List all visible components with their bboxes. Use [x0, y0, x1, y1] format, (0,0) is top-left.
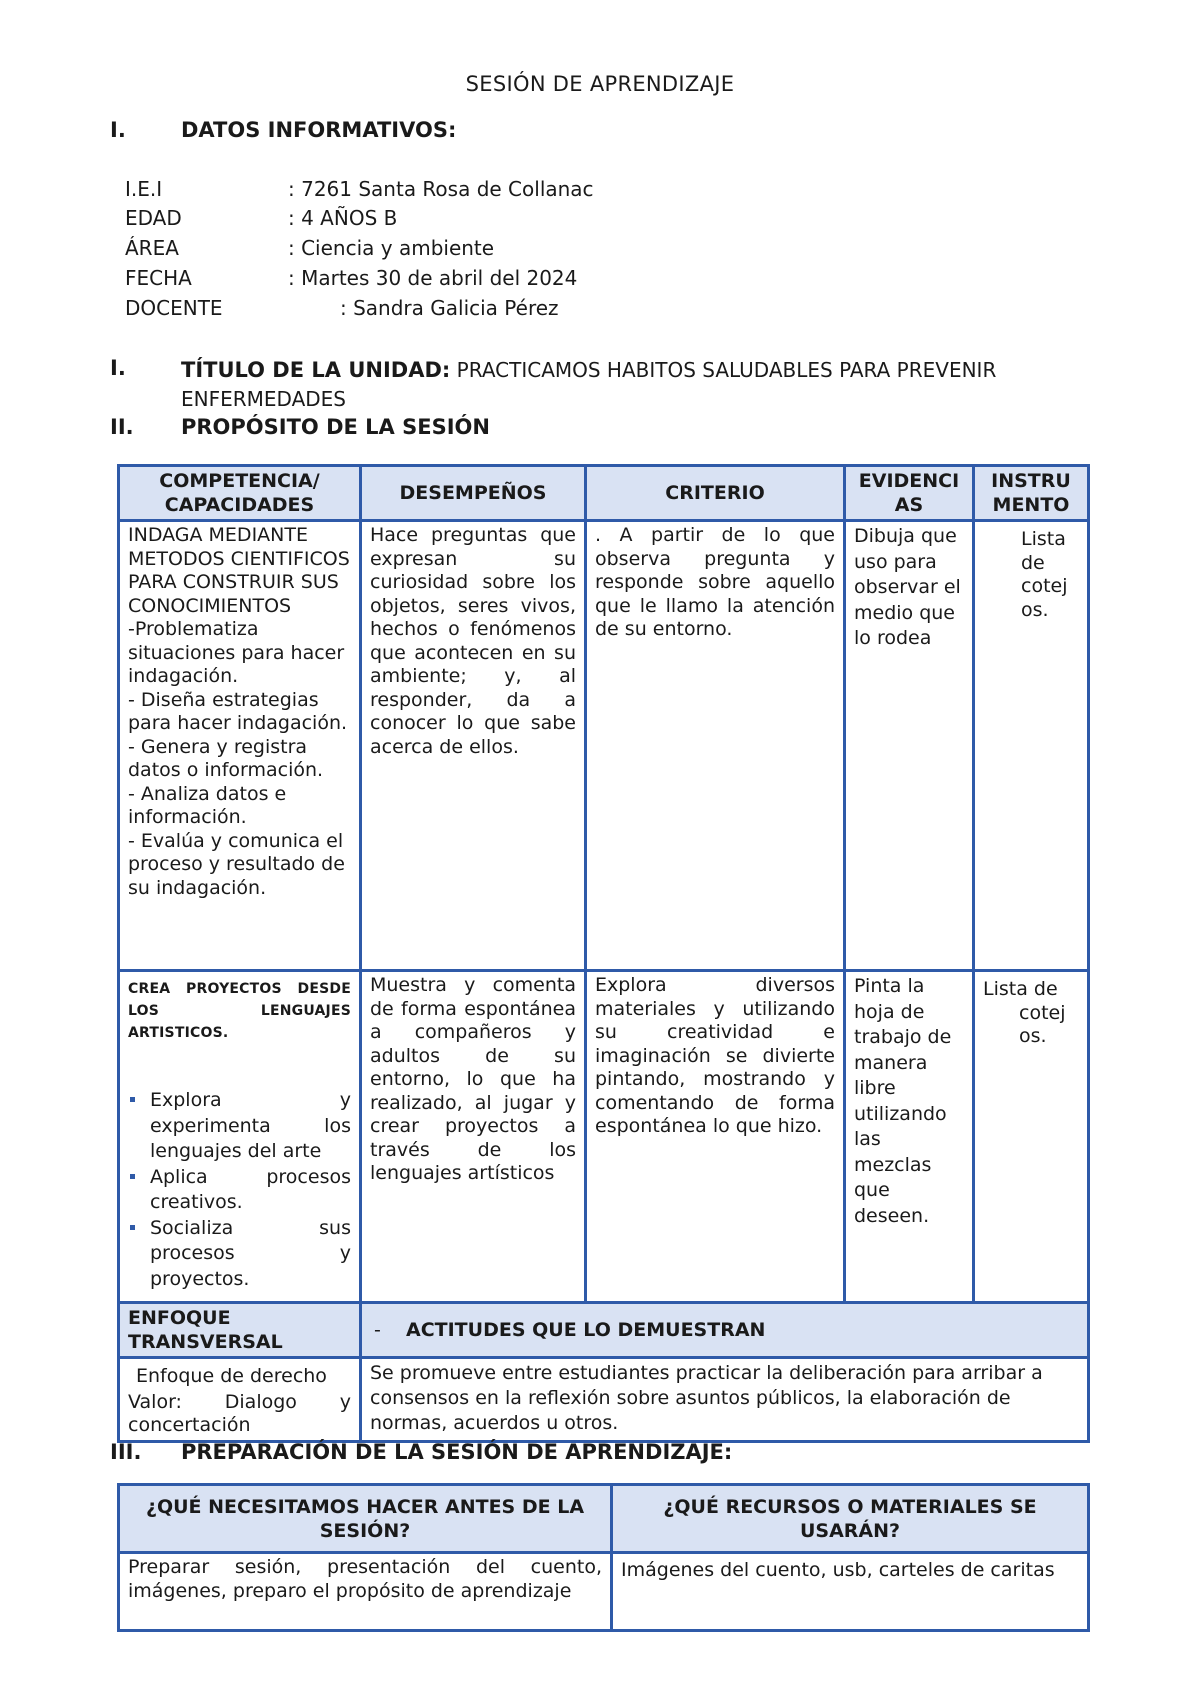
unit-title-block: [181, 356, 1101, 414]
preparation-table: [117, 1483, 1090, 1632]
instrumento-cell: Lista de cotej os.: [974, 521, 1089, 971]
header-actitudes: [361, 1303, 1089, 1358]
capacidad-item: - Genera y registra datos o información.: [128, 735, 324, 781]
capacidad-item: - Diseña estrategias para hacer indagación.: [128, 688, 348, 734]
capacidades-list: [128, 1088, 351, 1292]
desempeno-cell: Hace preguntas que expresan su curiosidad sobre los objetos, seres vivos, hechos o fenómenos que acontecen en su ambiente; y, al responder, da a conocer lo que sabe acerca de ellos.: [361, 521, 586, 971]
list-item: Explora y experimenta los lenguajes del arte: [128, 1088, 351, 1165]
section-number: II.: [110, 415, 134, 439]
competencia-cell: [119, 521, 361, 971]
section-number: I.: [110, 118, 126, 142]
instrumento-text: Lista de cotej os.: [983, 978, 1066, 1047]
dash-marker: -: [374, 1319, 381, 1341]
header-evidencias: EVIDENCI AS: [845, 466, 974, 521]
evidencia-cell: Pinta la hoja de trabajo de manera libre utilizando las mezclas que deseen.: [845, 971, 974, 1303]
list-item: Socializa sus procesos y proyectos.: [128, 1216, 351, 1293]
info-value-area: : Ciencia y ambiente: [288, 236, 495, 260]
section-heading-proposito: PROPÓSITO DE LA SESIÓN: [181, 415, 490, 439]
header-instrumento: INSTRU MENTO: [974, 466, 1089, 521]
info-label-fecha: FECHA: [125, 266, 192, 290]
desempeno-cell: Muestra y comenta de forma espontánea a compañeros y adultos de su entorno, lo que ha realizado, al jugar y crear proyectos a través de los lenguajes artísticos: [361, 971, 586, 1303]
list-item: Aplica procesos creativos.: [128, 1165, 351, 1216]
actitudes-label: ACTITUDES QUE LO DEMUESTRAN: [406, 1319, 766, 1341]
evidencia-cell: Dibuja que uso para observar el medio que lo rodea: [845, 521, 974, 971]
competencia-name: INDAGA MEDIANTE METODOS CIENTIFICOS PARA CONSTRUIR SUS CONOCIMIENTOS: [128, 524, 350, 617]
criterio-cell: . A partir de lo que observa pregunta y responde sobre aquello que le llamo la atención de su entorno.: [586, 521, 845, 971]
table-header-row: [119, 466, 1089, 521]
header-antes: ¿QUÉ NECESITAMOS HACER ANTES DE LA SESIÓN?: [119, 1485, 612, 1553]
capacidad-item: - Evalúa y comunica el proceso y resultado de su indagación.: [128, 829, 345, 899]
unit-title-label: TÍTULO DE LA UNIDAD:: [181, 358, 451, 382]
section-number: I.: [110, 356, 126, 380]
info-label-iei: I.E.I: [125, 177, 163, 201]
competencia-cell: [119, 971, 361, 1303]
unit-title-value: PRACTICAMOS HABITOS SALUDABLES PARA PREVENIR: [456, 358, 997, 382]
header-desempenos: DESEMPEÑOS: [361, 466, 586, 521]
section-number: III.: [110, 1440, 142, 1464]
page-title: SESIÓN DE APRENDIZAJE: [465, 72, 735, 96]
enfoque-cell: [119, 1358, 361, 1442]
enfoque-header-row: [119, 1303, 1089, 1358]
info-label-docente: DOCENTE: [125, 296, 223, 320]
bullet-icon: [130, 1174, 135, 1179]
unit-title-value-cont: ENFERMEDADES: [181, 387, 346, 411]
purpose-table: [117, 464, 1090, 1443]
section-heading-datos: DATOS INFORMATIVOS:: [181, 118, 457, 142]
header-competencia: COMPETENCIA/ CAPACIDADES: [119, 466, 361, 521]
recursos-cell: Imágenes del cuento, usb, carteles de caritas: [612, 1553, 1089, 1631]
capacidad-item: -Problematiza situaciones para hacer indagación.: [128, 618, 345, 687]
section-heading-preparacion: PREPARACIÓN DE LA SESIÓN DE APRENDIZAJE:: [181, 1440, 733, 1464]
table-row: [119, 1358, 1089, 1442]
table-row: [119, 1553, 1089, 1631]
header-enfoque: ENFOQUE TRANSVERSAL: [119, 1303, 361, 1358]
info-value-edad: : 4 AÑOS B: [288, 206, 398, 230]
bullet-icon: [130, 1225, 135, 1230]
info-value-docente: : Sandra Galicia Pérez: [340, 296, 559, 320]
header-criterio: CRITERIO: [586, 466, 845, 521]
criterio-cell: Explora diversos materiales y utilizando su creatividad e imaginación se divierte pintando, mostrando y comentando de forma espontánea lo que hizo.: [586, 971, 845, 1303]
bullet-icon: [130, 1097, 135, 1102]
antes-cell: Preparar sesión, presentación del cuento, imágenes, preparo el propósito de aprendizaje: [119, 1553, 612, 1631]
table-row: [119, 521, 1089, 971]
table-header-row: [119, 1485, 1089, 1553]
info-value-fecha: : Martes 30 de abril del 2024: [288, 266, 578, 290]
competencia-name: CREA PROYECTOS DESDE LOS LENGUAJES ARTISTICOS.: [128, 981, 351, 1041]
enfoque-name: Enfoque de derecho: [136, 1365, 327, 1387]
info-label-area: ÁREA: [125, 236, 179, 260]
enfoque-valor: Valor: Dialogo y concertación: [128, 1390, 351, 1436]
info-label-edad: EDAD: [125, 206, 182, 230]
instrumento-cell: [974, 971, 1089, 1303]
actitudes-cell: Se promueve entre estudiantes practicar la deliberación para arribar a consensos en la reflexión sobre asuntos públicos, la elaboración de normas, acuerdos u otros.: [361, 1358, 1089, 1442]
info-value-iei: : 7261 Santa Rosa de Collanac: [288, 177, 594, 201]
table-row: [119, 971, 1089, 1303]
header-recursos: ¿QUÉ RECURSOS O MATERIALES SE USARÁN?: [612, 1485, 1089, 1553]
capacidad-item: - Analiza datos e información.: [128, 782, 287, 828]
